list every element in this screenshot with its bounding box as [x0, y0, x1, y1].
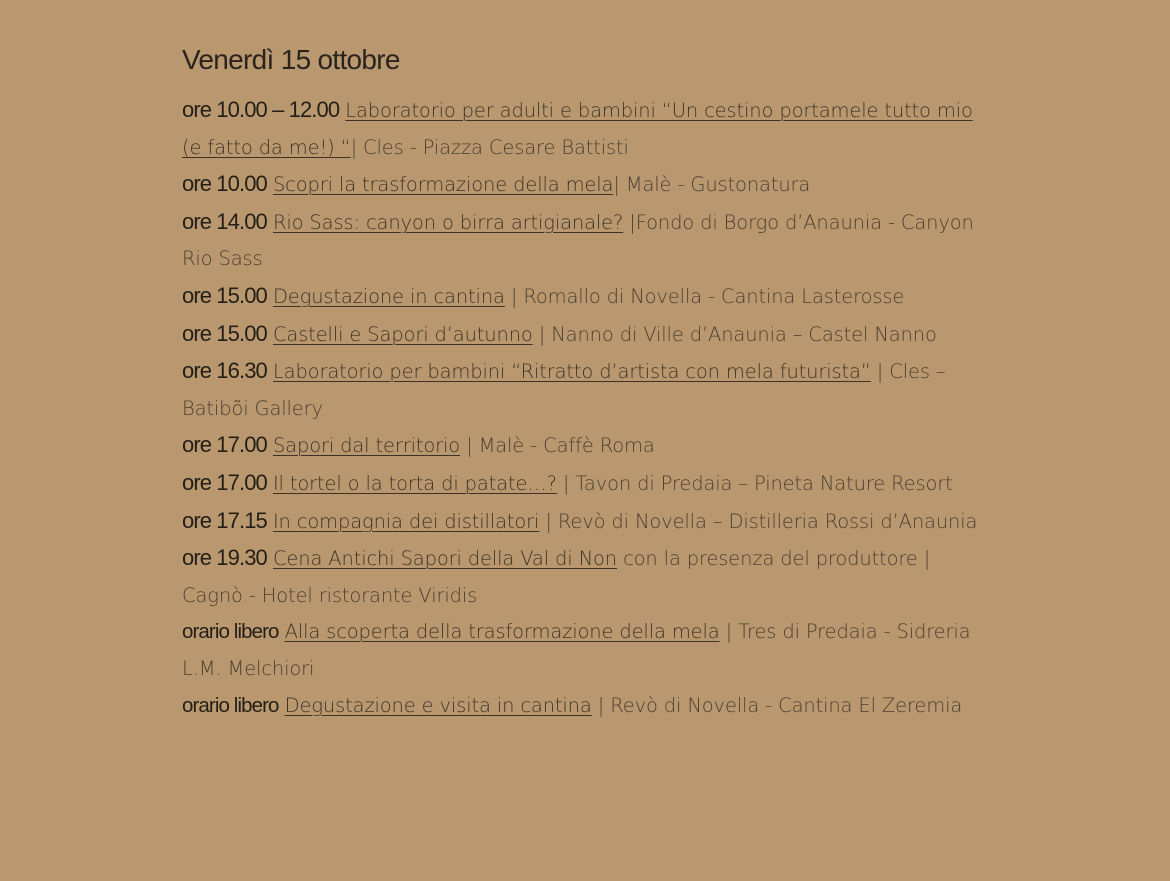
event-item — [182, 353, 982, 427]
event-link[interactable]: Cena Antichi Sapori della Val di Non — [272, 547, 618, 571]
event-location: | Cagnò - Hotel ristorante Viridis — [182, 547, 931, 607]
event-item — [182, 316, 982, 354]
event-location: | Revò di Novella - Cantina El Zeremia — [591, 693, 963, 717]
event-location: | Malè - Caffè Roma — [460, 434, 655, 458]
event-item — [182, 204, 982, 278]
event-list — [182, 92, 982, 724]
event-link[interactable]: Degustazione e visita in cantina — [284, 693, 592, 717]
content — [182, 38, 982, 724]
event-link[interactable]: Il tortel o la torta di patate…? — [272, 471, 557, 495]
event-note: con la presenza del produttore — [617, 547, 918, 571]
event-time: orario libero — [182, 693, 279, 717]
event-time: ore 17.00 — [182, 432, 267, 458]
event-item — [182, 166, 982, 204]
event-item — [182, 92, 982, 166]
event-item — [182, 427, 982, 465]
event-time: orario libero — [182, 620, 279, 644]
event-time: ore 16.30 — [182, 358, 267, 384]
event-time: ore 14.00 — [182, 208, 267, 234]
event-link[interactable]: Castelli e Sapori d’autunno — [272, 322, 533, 346]
event-time: ore 17.00 — [182, 469, 267, 495]
event-location: | Cles – Batibõi Gallery — [182, 360, 946, 420]
event-time: ore 17.15 — [182, 507, 267, 533]
event-location: |Fondo di Borgo d’Anaunia - Canyon Rio Sass — [182, 210, 974, 271]
event-link[interactable]: In compagnia dei distillatori — [272, 509, 540, 533]
event-link[interactable]: Sapori dal territorio — [272, 434, 461, 458]
event-link[interactable]: Degustazione in cantina — [272, 284, 505, 308]
event-item — [182, 503, 982, 541]
event-link[interactable]: Laboratorio per adulti e bambini “Un cestino portamele tutto mio (e fatto da me!) “ — [182, 99, 973, 159]
page-title: Venerdì 15 ottobre — [182, 44, 400, 75]
event-link[interactable]: Rio Sass: canyon o birra artigianale? — [272, 210, 624, 234]
event-location: | Malè - Gustonatura — [613, 173, 811, 197]
event-location: | Tavon di Predaia – Pineta Nature Resort — [556, 471, 953, 495]
event-time: ore 19.30 — [182, 545, 267, 571]
event-location: | Cles - Piazza Cesare Battisti — [350, 135, 629, 159]
event-link[interactable]: Alla scoperta della trasformazione della mela — [284, 620, 720, 644]
event-item — [182, 688, 982, 725]
event-item — [182, 614, 982, 687]
event-location: | Revò di Novella – Distilleria Rossi d’Anaunia — [539, 509, 978, 533]
event-location: | Nanno di Ville d’Anaunia – Castel Nanno — [532, 322, 937, 346]
event-item — [182, 465, 982, 503]
event-link[interactable]: Laboratorio per bambini “Ritratto d’artista con mela futurista” — [272, 360, 871, 384]
event-time: ore 15.00 — [182, 282, 267, 308]
event-location: | Tres di Predaia - Sidreria L.M. Melchiori — [182, 620, 971, 680]
event-time: ore 10.00 — [182, 171, 267, 197]
event-location: | Romallo di Novella - Cantina Lasterosse — [504, 284, 905, 308]
event-time: ore 15.00 — [182, 320, 267, 346]
event-time: ore 10.00 – 12.00 — [182, 97, 340, 122]
event-item — [182, 540, 982, 614]
event-link[interactable]: Scopri la trasformazione della mela — [272, 173, 614, 197]
event-item — [182, 278, 982, 316]
